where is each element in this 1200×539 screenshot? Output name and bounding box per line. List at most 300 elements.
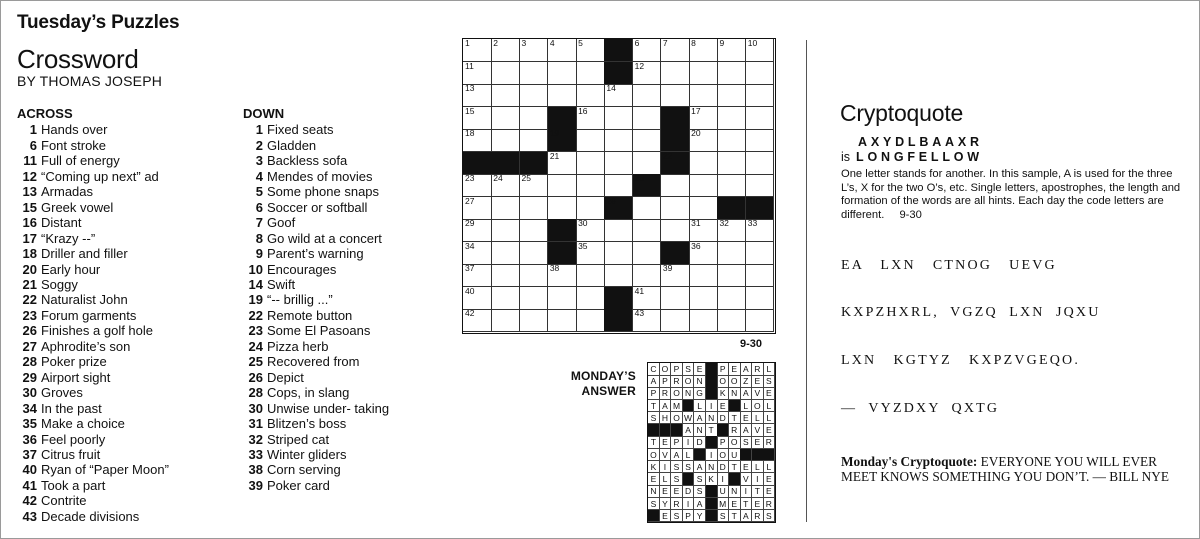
clue-number: 2 (255, 137, 263, 153)
answer-cell: P (648, 387, 660, 400)
grid-cell[interactable] (604, 264, 633, 287)
grid-block (661, 242, 690, 265)
answer-cell: N (683, 387, 695, 400)
grid-cell[interactable] (604, 219, 633, 242)
clue (17, 462, 169, 477)
grid-cell[interactable] (661, 264, 690, 287)
cryptoquote-line: — VYZDXY QXTG (841, 401, 1000, 416)
answer-cell: N (729, 485, 741, 498)
answer-block (671, 424, 683, 437)
clue (243, 354, 389, 369)
answer-cell: S (671, 461, 683, 474)
clue (17, 292, 169, 307)
answer-cell: N (729, 387, 741, 400)
answer-block (660, 424, 672, 437)
grid-cell[interactable] (576, 287, 605, 310)
grid-cell[interactable] (463, 174, 492, 197)
grid-cell[interactable] (746, 152, 775, 175)
grid-cell[interactable] (689, 174, 718, 197)
grid-cell[interactable] (548, 62, 577, 85)
grid-cell[interactable] (717, 287, 746, 310)
cell-number: 35 (578, 240, 588, 251)
answer-block (752, 449, 764, 462)
cell-number: 40 (465, 285, 475, 296)
grid-cell[interactable] (491, 84, 520, 107)
answer-block (694, 449, 706, 462)
grid-cell[interactable] (746, 264, 775, 287)
grid-cell[interactable] (548, 152, 577, 175)
grid-cell[interactable] (463, 62, 492, 85)
answer-cell: P (660, 375, 672, 388)
answer-cell: T (706, 424, 718, 437)
grid-cell[interactable] (576, 197, 605, 220)
grid-cell[interactable] (576, 39, 605, 62)
mondays-answer-label (560, 369, 636, 399)
grid-cell[interactable] (576, 84, 605, 107)
cryptoquote-puzzle-id: 9-30 (899, 208, 922, 221)
clue-text: Ryan of “Paper Moon” (41, 462, 169, 478)
answer-cell: E (763, 424, 775, 437)
grid-cell[interactable] (463, 264, 492, 287)
cell-number: 36 (691, 240, 701, 251)
down-list (243, 122, 389, 493)
clue (17, 370, 169, 385)
clue (243, 432, 389, 447)
grid-cell[interactable] (491, 62, 520, 85)
grid-cell[interactable] (548, 287, 577, 310)
clue-text: Aphrodite’s son (41, 338, 131, 354)
grid-cell[interactable] (717, 152, 746, 175)
grid-cell[interactable] (520, 287, 549, 310)
grid-cell[interactable] (491, 309, 520, 332)
grid-cell[interactable] (604, 129, 633, 152)
grid-cell[interactable] (576, 129, 605, 152)
down-heading: DOWN (243, 106, 285, 121)
clue-number: 8 (255, 230, 263, 246)
grid-block (633, 174, 662, 197)
grid-cell[interactable] (463, 129, 492, 152)
grid-cell[interactable] (689, 62, 718, 85)
answer-cell: T (740, 498, 752, 511)
grid-cell[interactable] (491, 129, 520, 152)
clue-number: 38 (248, 462, 263, 478)
grid-cell[interactable] (463, 219, 492, 242)
answer-cell: C (648, 363, 660, 376)
clue-number: 37 (22, 446, 37, 462)
clue-number: 16 (22, 215, 37, 231)
answer-cell: U (717, 485, 729, 498)
cell-number: 5 (578, 38, 583, 48)
answer-cell: E (752, 436, 764, 449)
grid-cell[interactable] (633, 84, 662, 107)
grid-cell[interactable] (520, 174, 549, 197)
grid-cell[interactable] (717, 39, 746, 62)
grid-cell[interactable] (661, 309, 690, 332)
answer-cell: P (717, 436, 729, 449)
grid-cell[interactable] (746, 219, 775, 242)
grid-cell[interactable] (689, 242, 718, 265)
cell-number: 9 (719, 38, 725, 48)
cryptoquote-line: EA LXN CTNOG UEVG (841, 258, 1057, 273)
clue (17, 432, 169, 447)
grid-cell[interactable] (491, 174, 520, 197)
grid-cell[interactable] (689, 219, 718, 242)
grid-cell[interactable] (491, 197, 520, 220)
clue-number: 34 (22, 400, 37, 416)
answer-cell: Y (660, 498, 672, 511)
mondays-answer-grid (647, 362, 776, 523)
cell-number: 43 (634, 308, 645, 319)
grid-cell[interactable] (633, 152, 662, 175)
cell-number: 23 (465, 173, 475, 184)
cell-number: 2 (493, 38, 498, 48)
clue (17, 509, 169, 524)
grid-cell[interactable] (576, 219, 605, 242)
clue-text: Soccer or softball (267, 199, 368, 215)
grid-cell[interactable] (463, 242, 492, 265)
grid-cell[interactable] (746, 62, 775, 85)
answer-cell: D (694, 436, 706, 449)
answer-cell: R (671, 498, 683, 511)
grid-cell[interactable] (491, 264, 520, 287)
grid-cell[interactable] (463, 287, 492, 310)
grid-cell[interactable] (491, 107, 520, 130)
clue-number: 18 (22, 246, 37, 262)
cell-number: 22 (662, 150, 673, 161)
grid-cell[interactable] (689, 264, 718, 287)
grid-cell[interactable] (576, 107, 605, 130)
clue-number: 32 (248, 431, 263, 447)
answer-cell: D (717, 412, 729, 425)
clue (17, 323, 169, 338)
grid-cell[interactable] (520, 264, 549, 287)
answer-cell: A (694, 461, 706, 474)
mondays-answer-label-line2: ANSWER (581, 384, 636, 398)
cell-number: 13 (465, 83, 475, 94)
grid-cell[interactable] (661, 62, 690, 85)
clue-text: Go wild at a concert (267, 230, 382, 246)
answer-cell: P (671, 436, 683, 449)
grid-cell[interactable] (463, 84, 492, 107)
answer-cell: R (752, 510, 764, 523)
grid-cell[interactable] (576, 264, 605, 287)
clue-text: Some phone snaps (267, 184, 380, 200)
clue-text: Decade divisions (41, 508, 140, 524)
grid-block (604, 287, 633, 310)
cell-number: 32 (719, 218, 729, 229)
grid-cell[interactable] (520, 129, 549, 152)
grid-cell[interactable] (689, 197, 718, 220)
cell-number: 7 (662, 38, 668, 48)
answer-cell: N (706, 461, 718, 474)
answer-cell: T (648, 436, 660, 449)
clue-number: 41 (22, 477, 37, 493)
answer-cell: O (717, 449, 729, 462)
grid-cell[interactable] (746, 309, 775, 332)
grid-cell[interactable] (717, 62, 746, 85)
answer-cell: I (706, 400, 718, 413)
clue-text: Driller and filler (41, 246, 128, 262)
grid-cell[interactable] (491, 242, 520, 265)
clue-number: 24 (248, 338, 263, 354)
cell-number: 33 (747, 218, 758, 229)
grid-block (661, 129, 690, 152)
clue (243, 277, 389, 292)
grid-cell[interactable] (520, 197, 549, 220)
grid-cell[interactable] (661, 84, 690, 107)
across-heading: ACROSS (17, 106, 73, 121)
grid-cell[interactable] (661, 197, 690, 220)
grid-cell[interactable] (548, 174, 577, 197)
answer-cell: I (752, 473, 764, 486)
grid-cell[interactable] (689, 309, 718, 332)
grid-cell[interactable] (633, 264, 662, 287)
grid-cell[interactable] (576, 174, 605, 197)
answer-cell: K (648, 461, 660, 474)
cryptoquote-sample-is: is (841, 150, 851, 164)
clue (17, 200, 169, 215)
grid-cell[interactable] (548, 309, 577, 332)
grid-cell[interactable] (633, 129, 662, 152)
grid-cell[interactable] (633, 197, 662, 220)
grid-cell[interactable] (661, 219, 690, 242)
clue-text: Recovered from (267, 354, 360, 370)
grid-cell[interactable] (463, 107, 492, 130)
answer-cell: N (648, 485, 660, 498)
grid-cell[interactable] (717, 84, 746, 107)
crossword-title: Crossword (17, 44, 139, 74)
clue (17, 308, 169, 323)
grid-cell[interactable] (661, 287, 690, 310)
grid-cell[interactable] (746, 39, 775, 62)
answer-cell: A (740, 363, 752, 376)
cell-number: 14 (606, 83, 616, 94)
clue-text: Depict (267, 369, 304, 385)
clue (243, 308, 389, 323)
grid-cell[interactable] (548, 39, 577, 62)
clue (17, 493, 169, 508)
answer-cell: G (694, 387, 706, 400)
clue-text: Took a part (41, 477, 106, 493)
grid-cell[interactable] (491, 39, 520, 62)
answer-block (648, 510, 660, 523)
grid-cell[interactable] (689, 287, 718, 310)
cell-number: 21 (549, 150, 560, 161)
answer-cell: E (660, 436, 672, 449)
grid-cell[interactable] (604, 242, 633, 265)
cell-number: 3 (521, 38, 527, 48)
grid-cell[interactable] (633, 287, 662, 310)
clue-number: 15 (22, 199, 37, 215)
grid-cell[interactable] (746, 242, 775, 265)
grid-cell[interactable] (717, 219, 746, 242)
clue (243, 370, 389, 385)
grid-cell[interactable] (463, 309, 492, 332)
grid-cell[interactable] (633, 309, 662, 332)
answer-cell: L (683, 449, 695, 462)
answer-cell: H (660, 412, 672, 425)
grid-cell[interactable] (520, 84, 549, 107)
grid-cell[interactable] (604, 152, 633, 175)
clue-text: Soggy (41, 276, 78, 292)
grid-block (548, 107, 577, 130)
cell-number: 1 (465, 38, 470, 48)
answer-cell: O (752, 400, 764, 413)
answer-cell: L (752, 461, 764, 474)
grid-block (463, 152, 492, 175)
answer-block (683, 473, 695, 486)
answer-cell: E (694, 363, 706, 376)
clue (17, 169, 169, 184)
clue (243, 184, 389, 199)
grid-cell[interactable] (746, 287, 775, 310)
clue-number: 28 (22, 354, 37, 370)
grid-cell[interactable] (633, 62, 662, 85)
cryptoquote-title: Cryptoquote (840, 100, 964, 126)
grid-cell[interactable] (520, 62, 549, 85)
clue (17, 277, 169, 292)
grid-cell[interactable] (491, 219, 520, 242)
grid-cell[interactable] (604, 84, 633, 107)
cryptoquote-sample-code: AXYDLBAAXR (858, 135, 983, 149)
grid-cell[interactable] (576, 242, 605, 265)
grid-cell[interactable] (576, 62, 605, 85)
grid-cell[interactable] (633, 242, 662, 265)
grid-cell[interactable] (717, 107, 746, 130)
grid-cell[interactable] (746, 84, 775, 107)
cell-number: 29 (465, 218, 475, 229)
clue-text: Airport sight (41, 369, 111, 385)
grid-cell[interactable] (463, 197, 492, 220)
grid-cell[interactable] (604, 107, 633, 130)
clue-number: 26 (22, 323, 37, 339)
answer-cell: O (683, 375, 695, 388)
clue-text: Poker card (267, 477, 330, 493)
grid-cell[interactable] (689, 129, 718, 152)
clue (243, 138, 389, 153)
answer-cell: T (752, 485, 764, 498)
clue-text: Poker prize (41, 354, 107, 370)
clue (243, 169, 389, 184)
grid-block (548, 129, 577, 152)
grid-cell[interactable] (463, 39, 492, 62)
clue-text: “-- brillig ...” (267, 292, 333, 308)
clue-number: 6 (29, 137, 37, 153)
clue (17, 478, 169, 493)
grid-cell[interactable] (633, 219, 662, 242)
grid-cell[interactable] (717, 264, 746, 287)
cell-number: 18 (465, 128, 475, 139)
answer-cell: O (729, 436, 741, 449)
answer-cell: S (671, 510, 683, 523)
cell-number: 30 (578, 218, 588, 229)
cell-number: 16 (578, 105, 588, 116)
grid-cell[interactable] (717, 174, 746, 197)
clue-text: Early hour (41, 261, 101, 277)
cell-number: 42 (465, 308, 475, 319)
grid-cell[interactable] (520, 39, 549, 62)
clue (17, 246, 169, 261)
page-title: Tuesday’s Puzzles (17, 12, 180, 33)
answer-cell: P (683, 510, 695, 523)
clue-number: 7 (255, 215, 263, 231)
answer-cell: A (740, 387, 752, 400)
grid-cell[interactable] (717, 242, 746, 265)
grid-cell[interactable] (520, 107, 549, 130)
answer-cell: L (763, 400, 775, 413)
clue-text: Armadas (41, 184, 94, 200)
clue-number: 30 (248, 400, 263, 416)
grid-cell[interactable] (520, 242, 549, 265)
clue-text: Citrus fruit (41, 446, 101, 462)
answer-cell: S (671, 473, 683, 486)
answer-cell: K (706, 473, 718, 486)
grid-cell[interactable] (689, 84, 718, 107)
answer-cell: L (694, 400, 706, 413)
grid-block (604, 309, 633, 332)
grid-cell[interactable] (746, 107, 775, 130)
grid-cell[interactable] (717, 129, 746, 152)
grid-cell[interactable] (746, 174, 775, 197)
clue-number: 22 (248, 307, 263, 323)
grid-cell[interactable] (661, 39, 690, 62)
clue-number: 30 (22, 385, 37, 401)
grid-cell[interactable] (491, 287, 520, 310)
cryptoquote-sample-answer-line (841, 150, 983, 164)
grid-cell[interactable] (548, 84, 577, 107)
answer-cell: W (683, 412, 695, 425)
clue-text: Mendes of movies (267, 168, 373, 184)
cell-number: 8 (691, 38, 696, 48)
answer-cell: R (763, 498, 775, 511)
clue-number: 28 (248, 385, 263, 401)
clue (17, 354, 169, 369)
grid-cell[interactable] (717, 309, 746, 332)
grid-cell[interactable] (604, 174, 633, 197)
grid-cell[interactable] (633, 107, 662, 130)
grid-cell[interactable] (576, 309, 605, 332)
grid-cell[interactable] (633, 39, 662, 62)
clue-number: 36 (22, 431, 37, 447)
grid-cell[interactable] (689, 39, 718, 62)
answer-block (740, 449, 752, 462)
grid-cell[interactable] (548, 197, 577, 220)
grid-cell[interactable] (548, 264, 577, 287)
answer-cell: E (752, 498, 764, 511)
answer-cell: O (717, 375, 729, 388)
grid-cell[interactable] (746, 129, 775, 152)
clue (17, 447, 169, 462)
clue-text: Gladden (267, 137, 317, 153)
clue-text: Winter gliders (267, 446, 347, 462)
crossword-grid[interactable] (462, 38, 776, 334)
grid-cell[interactable] (689, 152, 718, 175)
grid-cell[interactable] (520, 219, 549, 242)
column-divider (806, 40, 807, 522)
clue-number: 17 (22, 230, 37, 246)
answer-cell: O (648, 449, 660, 462)
clue-number: 14 (248, 276, 263, 292)
grid-cell[interactable] (520, 309, 549, 332)
down-clues (243, 106, 389, 493)
across-list (17, 122, 169, 524)
clue-number: 5 (255, 184, 263, 200)
grid-cell[interactable] (689, 107, 718, 130)
clue (17, 401, 169, 416)
answer-cell: L (763, 363, 775, 376)
grid-cell[interactable] (576, 152, 605, 175)
grid-cell[interactable] (661, 174, 690, 197)
